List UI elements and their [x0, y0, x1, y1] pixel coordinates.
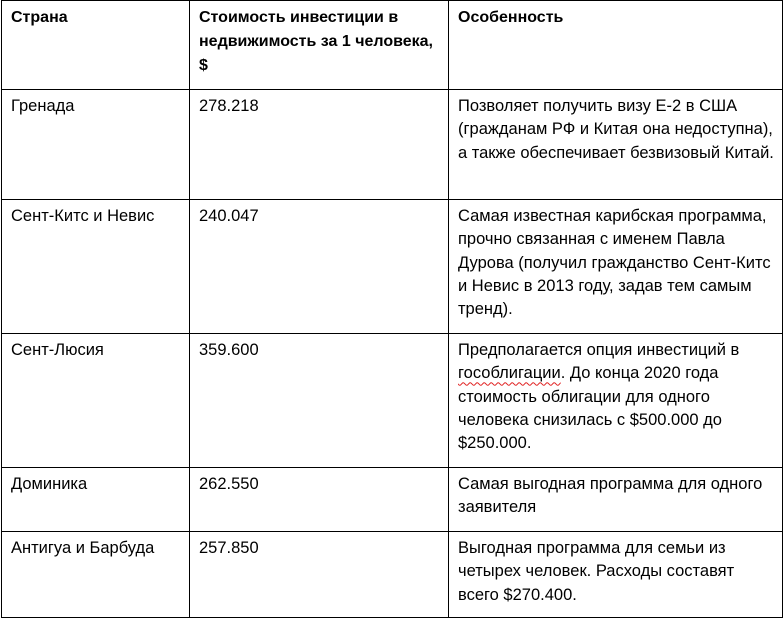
- header-country: Страна: [2, 1, 190, 90]
- table-row: [2, 532, 783, 618]
- cell-country: Сент-Китс и Невис: [2, 200, 190, 334]
- cell-country: Антигуа и Барбуда: [2, 532, 190, 618]
- cell-cost: 257.850: [190, 532, 449, 618]
- cell-feature: [449, 334, 783, 468]
- cell-feature: Позволяет получить визу Е-2 в США (гражданам РФ и Китая она недоступна), а также обеспечивает безвизовый Китай.: [449, 90, 783, 200]
- cell-country: Доминика: [2, 468, 190, 532]
- header-cost: Стоимость инвестиции в недвижимость за 1 человека, $: [190, 1, 449, 90]
- table-row: [2, 334, 783, 468]
- feature-text-part: . До конца 2020 года стоимость облигации для одного человека снизилась с $500.000 до $250.000.: [458, 364, 722, 453]
- cell-feature: Выгодная программа для семьи из четырех человек. Расходы составят всего $270.400.: [449, 532, 783, 618]
- spellcheck-flagged-word: гособлигации: [458, 364, 561, 383]
- cell-cost: 359.600: [190, 334, 449, 468]
- header-feature: Особенность: [449, 1, 783, 90]
- table-row: [2, 90, 783, 200]
- table-header-row: [2, 1, 783, 90]
- table-row: [2, 200, 783, 334]
- cell-cost: 240.047: [190, 200, 449, 334]
- table-row: [2, 468, 783, 532]
- cell-cost: 262.550: [190, 468, 449, 532]
- feature-text-part: Предполагается опция инвестиций в: [458, 341, 740, 359]
- cell-cost: 278.218: [190, 90, 449, 200]
- cell-feature: Самая известная карибская программа, прочно связанная с именем Павла Дурова (получил гражданство Сент-Китс и Невис в 2013 году, задав тем самым тренд).: [449, 200, 783, 334]
- cell-feature: Самая выгодная программа для одного заявителя: [449, 468, 783, 532]
- investment-table: [1, 0, 783, 618]
- cell-country: Гренада: [2, 90, 190, 200]
- cell-country: Сент-Люсия: [2, 334, 190, 468]
